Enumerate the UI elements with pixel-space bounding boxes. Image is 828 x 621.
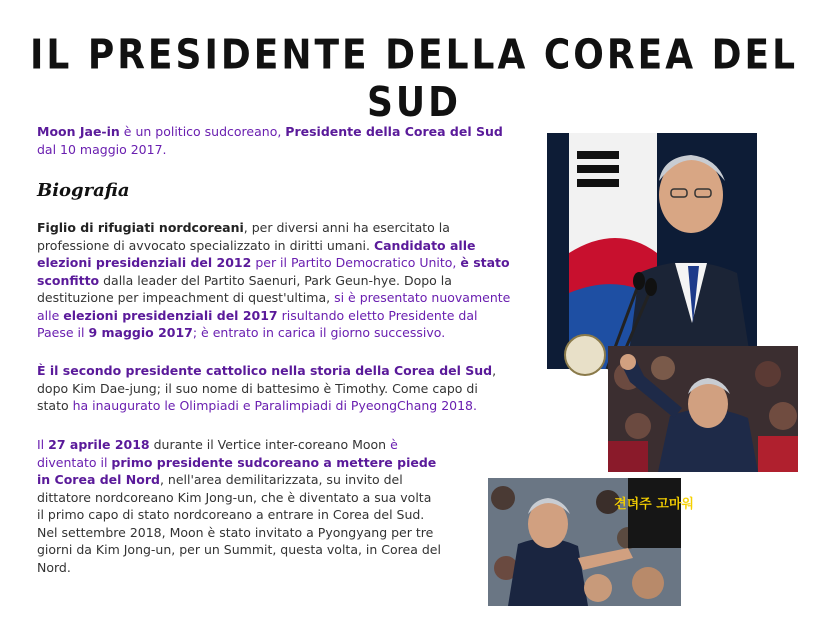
portrait-photo (547, 133, 757, 369)
april-s6: , nell'area demilitarizzata, su invito del dittatore nordcoreano Kim Jong-un, che è diventato a sua volta il primo capo di stato nordcoreano a entrare in Corea del Sud. Nel settembre 2018, Moon è stato invitato a Pyongyang per tre giorni da Kim Jong-un, per un Summit, questa volta, in Corea del Nord. (37, 472, 441, 575)
bio-s5: è stato sconfitto (37, 255, 510, 288)
crowd-greeting-photo (488, 478, 694, 606)
april-s4: è diventato il (37, 437, 398, 470)
sign-line-1: 견뎌주 고마워 (614, 497, 694, 512)
intro-name: Moon Jae-in (37, 124, 120, 139)
intro-text: è un politico sudcoreano, (119, 124, 286, 139)
bio-s6: dalla leader del Partito Saenuri, Park Geun-hye. Dopo la destituzione per impeachment di quest'ultima, (37, 272, 452, 305)
april-s2: 27 aprile 2018 (48, 437, 150, 452)
bio-s11: ; è entrato in carica il giorno successivo. (192, 325, 446, 340)
bio-s8: elezioni presidenziali del 2017 (63, 307, 278, 323)
bio-s1: Figlio di rifugiati nordcoreani (37, 220, 244, 235)
bio-s10: 9 maggio 2017 (88, 325, 193, 340)
catholic-s2: , dopo Kim Dae-jung; il suo nome di battesimo è Timothy. Come capo di stato (37, 363, 497, 413)
bio-s3: Candidato alle elezioni presidenziali del 2012 (37, 237, 476, 270)
bio-s2: , per diversi anni ha esercitato la professione di avvocato specializzato in diritti umani. (37, 220, 450, 253)
catholic-s1: È il secondo presidente cattolico nella storia della Corea del Sud (37, 363, 493, 378)
intro-role: Presidente della Corea del Sud (285, 124, 503, 139)
april-s3: durante il Vertice inter-coreano Moon (149, 437, 391, 452)
april-s1: Il (37, 437, 49, 452)
april-s5: primo presidente sudcoreano a mettere piede in Corea del Nord (37, 454, 437, 487)
bio-s9: risultando eletto Presidente dal Paese il (37, 307, 478, 340)
april-paragraph (37, 436, 442, 576)
intro-paragraph (37, 123, 507, 158)
catholic-s3: ha inaugurato le Olimpiadi e Paralimpiadi di PyeongChang 2018. (72, 398, 477, 413)
bio-paragraph (37, 219, 512, 342)
bio-s4: per il Partito Democratico Unito, (251, 255, 461, 270)
bio-s7: si è presentato nuovamente alle (37, 290, 511, 323)
intro-date: dal 10 maggio 2017. (37, 141, 167, 157)
catholic-paragraph (37, 362, 507, 415)
page-title: IL PRESIDENTE DELLA COREA DEL SUD (29, 31, 799, 127)
bio-heading: Biografia (37, 180, 130, 201)
crowd-celebration-photo (608, 346, 798, 472)
